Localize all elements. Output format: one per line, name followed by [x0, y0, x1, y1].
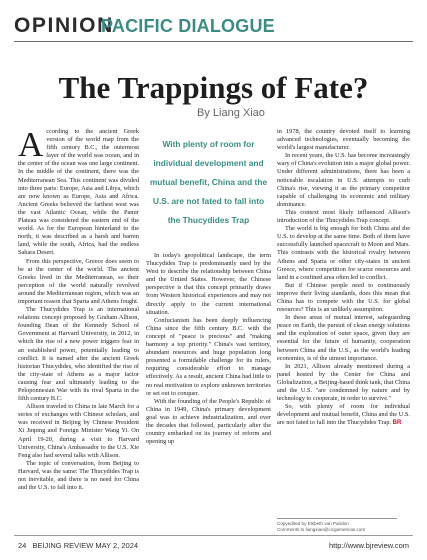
paragraph: In 2021, Allison already mentioned during a panel hosted by the Center for China and Globalization, a Beijing-based think tank, that China and the U.S. "are condemned by nature and by technology to cooperate, in order to survive.": [277, 362, 410, 403]
paragraph: But if Chinese people need to continuously improve their living standards, does this mean that China has to compete with the U.S. for global resources? This is an unlikely assumption.: [277, 281, 410, 314]
paragraph: Confucianism has been deeply influencing China since the fifth century B.C. with the concept of "peace is precious" and "making harmony a top priority." China's vast territory, abundant resources and huge population long presented a formidable challenge for its rulers, requiring considerable effort to manage effectively. As a result, ancient China had little to no real motivation to explore unknown territories or set out to conquer.: [146, 316, 271, 397]
article-column-2: [146, 252, 271, 446]
comments-email[interactable]: Comments to liangxiao@cicgamericas.com: [277, 527, 366, 532]
article-column-3: [277, 128, 410, 427]
paragraph: The topic of conversation, from Beijing to Harvard, was the same: The Thucydides Trap is not inevitable, and there is no need for China and the U.S. to fall into it.: [18, 459, 139, 492]
copy-note: [277, 521, 410, 533]
page-number: 24: [18, 541, 27, 550]
paragraph: From this perspective, Greece does seem to be at the center of the world. The ancient Greeks lived in the Mediterranean, so their perception of the world naturally revolved around the Mediterranean region, which was an important reason that Sparta and Athens fought.: [18, 257, 139, 305]
paragraph: In recent years, the U.S. has become increasingly wary of China's evolution into a major global power. Under different administrations, there has been a noticeable escalation in U.S. attempts to curb China's rise, viewing it as the primary competitor capable of challenging its economic and military dominance.: [277, 152, 410, 208]
footer-divider: [14, 535, 413, 536]
article-title: The Trappings of Fate?: [58, 70, 369, 105]
end-mark-logo: BR: [392, 420, 402, 427]
paragraph: Allison traveled to China in late March for a series of exchanges with Chinese scholars, and was received in Beijing by Chinese President Xi Jinping and Foreign Minister Wang Yi. On April 19-20, during a visit to Harvard University, China's Ambassador to the U.S. Xie Feng also had several talks with Allison.: [18, 403, 139, 459]
page-header: [14, 10, 413, 40]
paragraph: [277, 403, 410, 427]
byline: By Liang Xiao: [197, 107, 265, 119]
header-divider: [14, 41, 413, 42]
footer-left: [18, 541, 138, 550]
drop-cap: A: [18, 125, 44, 164]
paragraph: The world is big enough for both China and the U.S. to develop at the same time. Both of them have successfully launched spacecraft to Moon and Mars. This contrasts with the historical rivalry between Athens and Sparta or other city-states in ancient Greece, where competition for scarce resources and land in a confined area often led to conflict.: [277, 225, 410, 281]
paragraph: [18, 125, 139, 258]
copy-note-divider: [277, 518, 397, 519]
paragraph: The Thucydides Trap is an international relations concept proposed by Graham Allison, founding Dean of the Kennedy School of Government at Harvard University, in 2012, in which the rise of a new power triggers fear in an established power, potentially leading to conflict. It is named after the ancient Greek historian Thucydides, who identified the rise of the city-state of Athens as a major factor causing fear and ultimately leading to the Peloponnesian War with its rival Sparta in the fifth century B.C.: [18, 306, 139, 403]
publication-info: BEIJING REVIEW MAY 2, 2024: [32, 541, 139, 550]
website-link[interactable]: http://www.bjreview.com: [328, 541, 409, 550]
paragraph-text: ccording to the ancient Greek version of the world map from the fifth century B.C., the outermost layer of the world was ocean, and in the center of the ocean was one large continent. In the middle of the continent, there was the Mediterranean Sea. This continent was divided into three parts: Europe, Asia and Libya, which are now known as Europe, Asia and Africa. Ancient Greeks believed the farthest west was the vast Atlantic Ocean, while the Pamir Plateau was considered the eastern end of the world. As for the European hinterland to the north, it was described as a harsh and barren land, while the south, Africa, had the endless Sahara Desert.: [18, 128, 139, 257]
paragraph: With the founding of the People's Republic of China in 1949, China's primary development goal was to achieve industrialization, and over the decades that followed, particularly after the country embarked on its journey of reform and opening up: [146, 397, 271, 446]
article-column-1: [18, 125, 139, 492]
paragraph: This context most likely influenced Allison's introduction of the Thucydides Trap concept.: [277, 208, 410, 225]
paragraph: in 1978, the country devoted itself to learning advanced technologies, eventually becoming the world's largest manufacturer.: [277, 128, 410, 152]
paragraph: In these areas of mutual interest, safeguarding peace on Earth, the pursuit of clean energy solutions and the exploration of outer space, given they are essential for the future of humanity, cooperation between China and the U.S., as the world's leading economies, is of the utmost importance.: [277, 314, 410, 362]
column-label: PACIFIC DIALOGUE: [101, 16, 275, 36]
copyeditor-credit: Copyedited by Elsbeth van Paridon: [277, 521, 349, 526]
pull-quote: With plenty of room for individual development and mutual benefit, China and the U.S. are not fated to fall into the Thucydides Trap: [149, 139, 268, 225]
paragraph: In today's geopolitical landscape, the term Thucydides Trap is predominantly used by the West to describe the relationship between China and the United States. However, the Chinese perspective is that this concept primarily draws from Western historical experiences and may not directly apply to the current international situation.: [146, 252, 271, 316]
paragraph-text: So, with plenty of room for individual development and mutual benefit, China and the U.S. are not fated to fall into the Thucydides Trap.: [277, 403, 410, 427]
section-label: OPINION: [14, 14, 114, 37]
